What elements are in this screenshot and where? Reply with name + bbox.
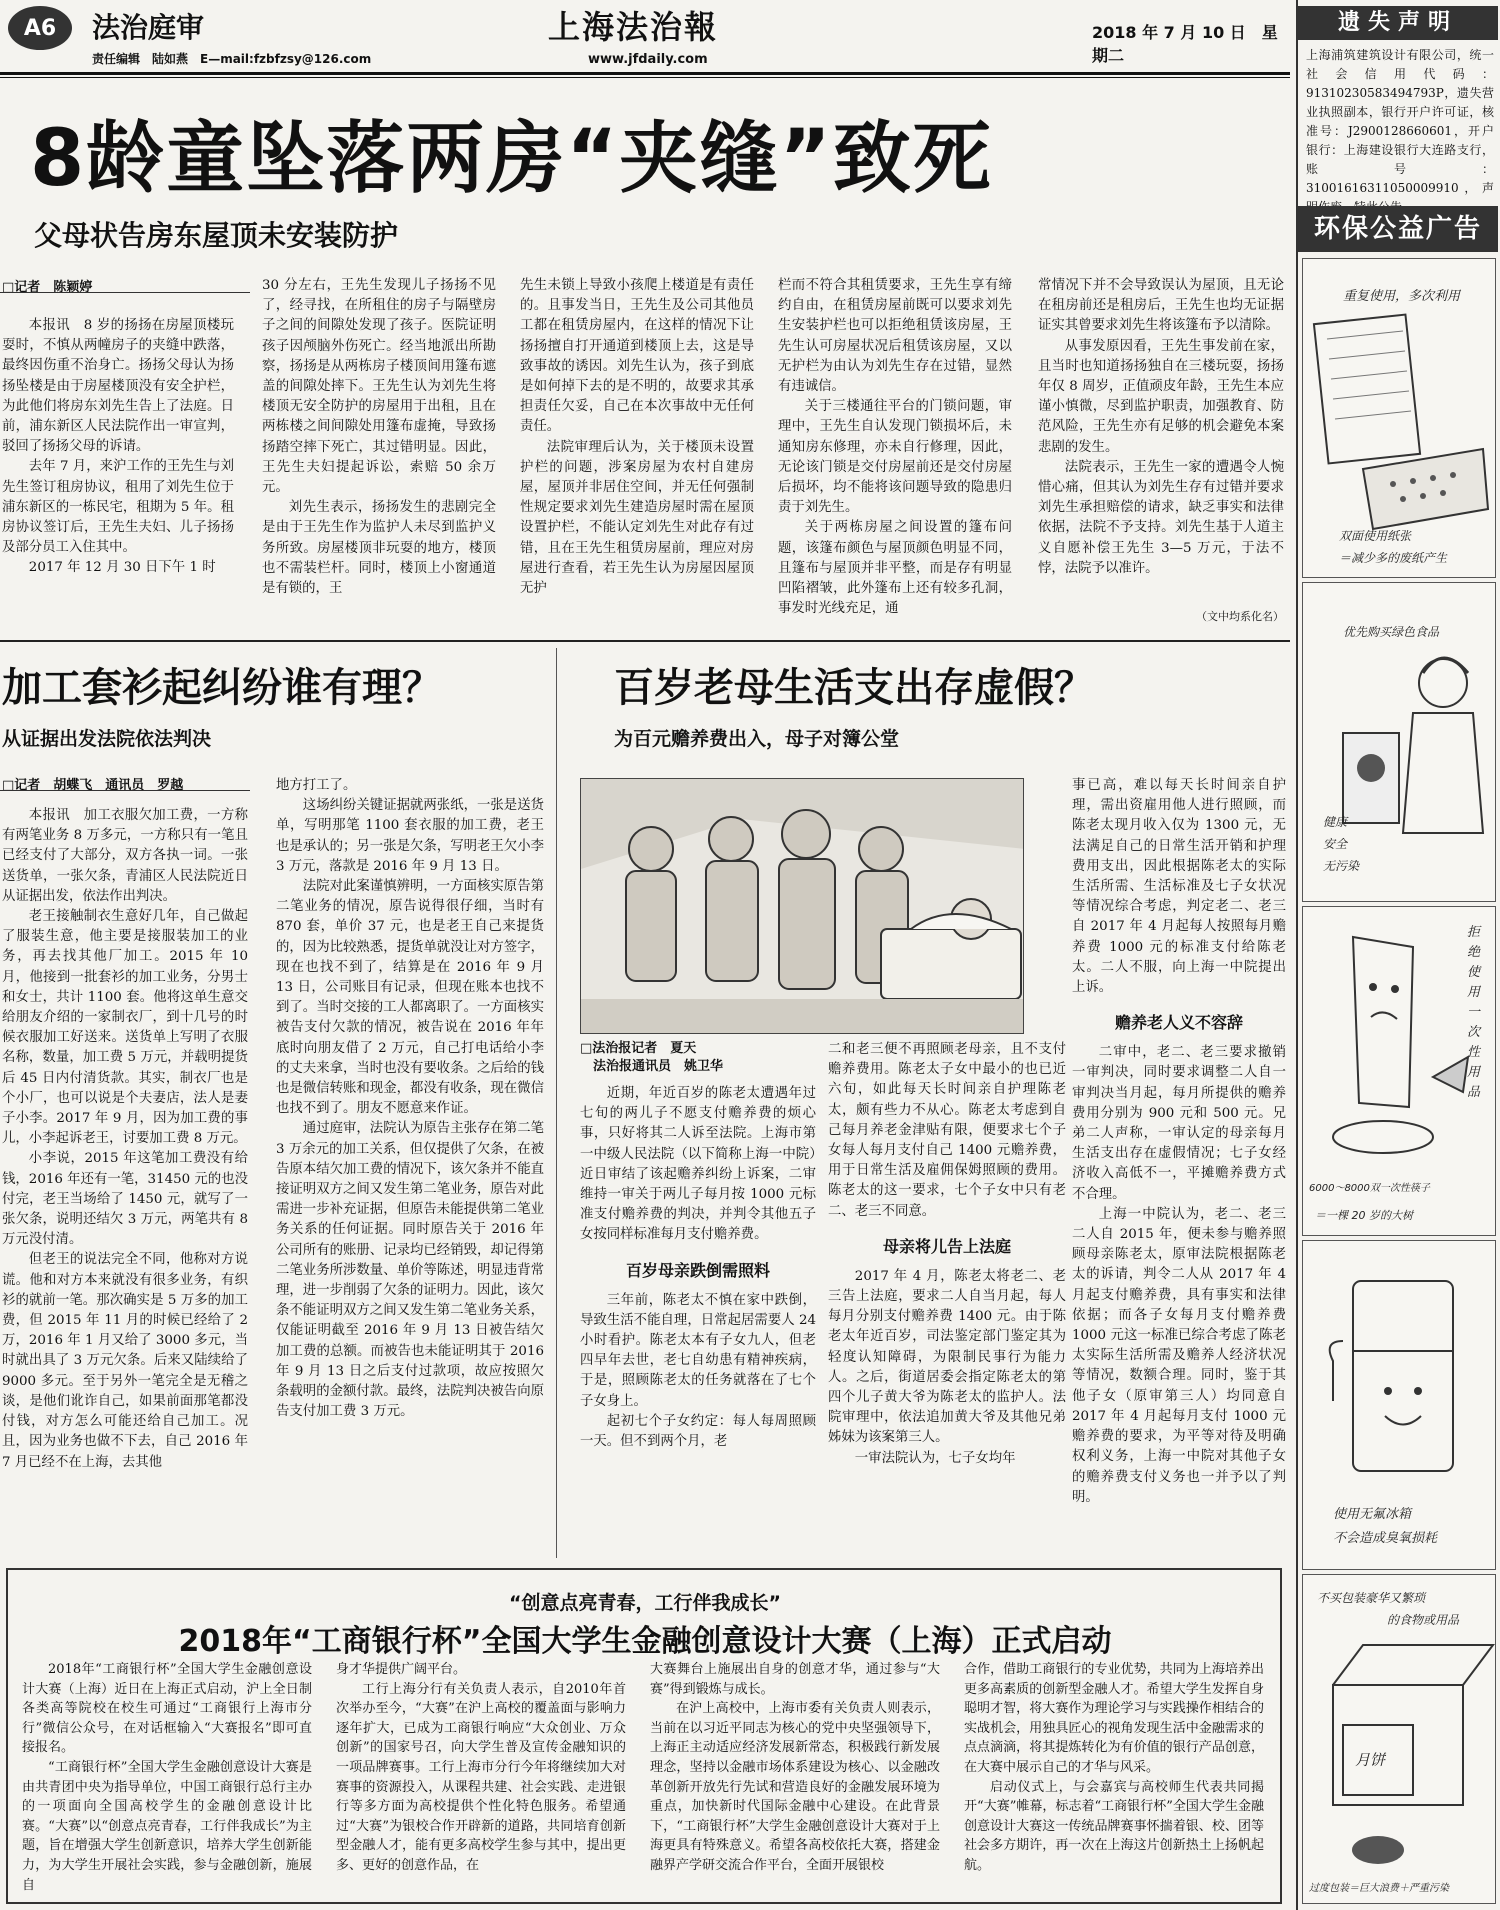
feature-headline: 2018年“工商银行杯”全国大学生金融创意设计大赛（上海）正式启动 — [178, 1624, 1112, 1659]
paragraph: 起初七个子女约定：每人每周照顾一天。但不到两个月，老 — [580, 1413, 816, 1450]
paragraph: 大赛舞台上施展出自身的创意才华，通过参与“大赛”得到锻炼与成长。 — [650, 1662, 940, 1697]
article1-note: （文中均系化名） — [1196, 610, 1284, 623]
article3-illustration — [580, 778, 1024, 1034]
issue-date: 2018 年 7 月 10 日 星期二 — [1092, 23, 1278, 65]
article1-col-5 — [1038, 276, 1284, 616]
paragraph: 法院对此案谨慎辨明，一方面核实原告第二笔业务的情况，原告说得很仔细，当时有 870 套，单价 37 元，也是老王自己来提货的，因为比较熟悉，提货单就没让对方签字，现在也找不到了，结算是在 2016 年 9 月 13 日，公司账目有记录，但现在账本也找不到了。当时交接的工人都离职了。一方面核实被告支付欠款的情况，被告说在 2016 年年底时向朋友借了 2 万元，自己打电话给小李的丈夫来拿，当时也没有要收条。之后给的钱也是微信转账和现金，都没有收条，现在微信也找不到了。朋友不愿意来作证。 — [276, 879, 544, 1117]
paragraph: 法院表示，王先生一家的遭遇令人惋惜心痛，但其认为刘先生存有过错并要求刘先生承担赔偿的请求，缺乏事实和法律依据，法院不予支持。刘先生基于人道主义自愿补偿王先生 3—5 万元，于法不悖，法院予以准许。 — [1038, 459, 1284, 576]
shopper-drawing-icon — [1303, 583, 1496, 902]
ad-text: 品 — [1467, 1085, 1481, 1100]
ad-text: 不买包装豪华又繁琐 — [1317, 1591, 1426, 1605]
paragraph: 二审中，老二、老三要求撤销一审判决，同时要求调整二人自一审判决当月起，每月所提供的赡养费用分别为 900 元和 500 元。兄弟二人声称，一审认定的母亲每月生活支出存在虚假情况；七子女经济收入高低不一，平摊赡养费方式不合理。 — [1072, 1045, 1286, 1202]
article3-subheadline: 为百元赡养费出入，母子对簿公堂 — [614, 728, 900, 750]
article2-col-2 — [276, 776, 544, 1552]
article1-col-3 — [520, 276, 754, 636]
paragraph: 近期，年近百岁的陈老太遭遇年过七旬的两儿子不愿支付赡养费的烦心事，只好将其二人诉至法院。上海市第一中级人民法院（以下简称上海一中院）近日审结了该起赡养纠纷上诉案，二审维持一审关于两儿子每月按 1000 元标准支付赡养费的判决，并判令其他五子女按同样标准每月支付赡养费。 — [580, 1086, 816, 1243]
feature-kicker: “创意点亮青春，工行伴我成长” — [509, 1592, 781, 1614]
ad-text: 的食物或用品 — [1387, 1613, 1460, 1627]
paragraph: 法院审理后认为，关于楼顶未设置护栏的问题，涉案房屋为农村自建房屋，屋顶并非居住空间，并无任何强制性规定要求刘先生建造房屋时需在屋顶设置护栏，不能认定刘先生对此存有过错，且在王先生租赁房屋前，理应对房屋进行查看，若王先生认为房屋因屋顶无护 — [520, 439, 754, 597]
paragraph: 通过庭审，法院认为原告主张存在第二笔 3 万余元的加工关系，但仅提供了欠条，在被告原本结欠加工费的情况下，该欠条并不能直接证明双方之间又发生第二笔业务，原告对此需进一步补充证据，但原告未能提供第二笔业务关系的任何证据。同时原告关于 2016 年公司所有的账册、记录均已经销毁，却记得第二笔业务所涉数量、单价等陈述，明显违背常理，进一步削弱了欠条的证明力。因此，该欠条不能证明双方之间又发生第二笔业务关系，仅能证明截至 2016 年 9 月 13 日被告结欠加工费的总额。而被告也未能证明其于 2016 年 9 月 13 日之后支付过款项，故应按照欠条载明的金额付款。最终，法院判决被告向原告支付加工费 3 万元。 — [276, 1121, 544, 1420]
article1-col-1 — [2, 316, 234, 636]
ad-text: 次 — [1467, 1025, 1481, 1040]
paragraph: 身才华提供广阔平台。 — [336, 1662, 467, 1677]
ads-title: 环保公益广告 — [1298, 206, 1498, 252]
gift-box-drawing-icon — [1303, 1575, 1496, 1904]
feature-col-4 — [964, 1660, 1264, 1900]
website: www.jfdaily.com — [588, 52, 708, 67]
article3-byline: □法治报记者 夏天 法治报通讯员 姚卫华 — [580, 1041, 724, 1074]
paragraph: 本报讯 加工衣服欠加工费，一方称有两笔业务 8 万多元，一方称只有一笔且已经支付了大部分，双方各执一词。一张送货单，一张欠条，青浦区人民法院近日从证据出发，依法作出判决。 — [2, 808, 248, 904]
paragraph: 先生未锁上导致小孩爬上楼道是有责任的。且事发当日，王先生及公司其他员工都在租赁房屋内，在这样的情况下让扬扬擅自打开通道到楼顶上去，这是导致事故的诱因。刘先生认为，孩子到底是如何掉下去的是不明的，故要求其承担责任欠妥，自己在本次事故中无任何责任。 — [520, 278, 754, 435]
paragraph: 工行上海分行有关负责人表示，自2010年首次举办至今，“大赛”在沪上高校的覆盖面与影响力逐年扩大，已成为工商银行响应“大众创业、万众创新”的国家号召，向大学生普及宣传金融知识的一项品牌赛事。工行上海市分行今年将继续加大对赛事的资源投入，从课程共建、社会实践、走进银行等多方面为高校提供个性化特色服务。希望通过“大赛”为银校合作开辟新的道路，共同培育创新型金融人才，能有更多高校学生参与其中，提出更多、更好的创意作品，在 — [336, 1681, 626, 1873]
feature-col-1 — [22, 1660, 312, 1900]
notice-text: 上海浦筑建筑设计有限公司，统一社会信用代码：91310230583494793P，遗失营业执照副本，银行开户许可证，核准号：J2900128660601，开户银行：上海建设银行大连路支行，账号：31001616311050009910，声 — [1306, 48, 1494, 195]
ad-text: 绝 — [1467, 945, 1481, 960]
rule — [0, 790, 250, 791]
section-rule — [0, 640, 1290, 642]
header-rule — [0, 72, 1290, 75]
paragraph: 三年前，陈老太不慎在家中跌倒，导致生活不能自理，日常起居需要人 24 小时看护。陈老太本有子女九人，但老四早年去世，老七自幼患有精神疾病，于是，照顾陈老太的任务就落在了七个子女身上。 — [580, 1292, 816, 1409]
paragraph: 小李说，2015 年这笔加工费没有给钱，2016 年还有一笔，31450 元的也没付完，老王当场给了 1450 元，就写了一张欠条，说明还结欠 3 万元，两笔共有 8 万元没付清。 — [2, 1151, 248, 1248]
paragraph: 地方打工了。 — [276, 778, 357, 793]
feature-col-2 — [336, 1660, 626, 1900]
paragraph: 老王接触制衣生意好几年，自己做起了服装生意，他主要是接服装加工的业务，再去找其他厂加工。2015 年 10 月，他接到一批套衫的加工业务，分男士和女士，共计 1100 套。他将这单生意交给朋友介绍的一家制衣厂，到十几号的时候衣服加工好送来。送货单上写明了衣服名称，数量，加工费 5 万元，并载明提货后 45 日内付清货款。其实，制衣厂也是个小厂，也可以说是个夫妻店，法人是妻子小李。2017 年 9 月，因为加工费的事儿，小李起诉老王，讨要加工费 8 万元。 — [2, 909, 248, 1147]
article3-col-3 — [1072, 776, 1286, 1552]
paragraph: 事已高，难以每天长时间亲自护理，需出资雇用他人进行照顾，而陈老太现月收入仅为 1300 元，无法满足自己的日常生活开销和护理费用支出，因此根据陈老太的实际生活所需、生活标准及七子女状况等情况综合考虑，判定老二、老三自 2017 年 4 月起每人按照每月赡养费 1000 元的标准支付给陈老太。二人不服，向上海一中院提出上诉。 — [1072, 778, 1286, 996]
paragraph: 2018年“工商银行杯”全国大学生金融创意设计大赛（上海）近日在上海正式启动，沪上全日制各类高等院校在校生可通过“工商银行上海市分行”微信公众号，在对话框输入“大赛报名”即可直接报名。 — [22, 1662, 312, 1756]
ad-text: 重复使用，多次利用 — [1343, 289, 1461, 304]
rule — [0, 292, 250, 293]
ad-text: 使 — [1467, 965, 1481, 980]
ad-text: 用 — [1467, 1065, 1481, 1080]
paragraph: 关于两栋房屋之间设置的篷布问题，该篷布颜色与屋顶颜色明显不同，且篷布与屋顶并非平整，而是存有明显凹陷褶皱，此外篷布上还有较多孔洞，事发时光线充足，通 — [778, 520, 1012, 617]
paragraph: 这场纠纷关键证据就两张纸，一张是送货单，写明那笔 1100 套衣服的加工费，老王也是承认的；另一张是欠条，写明老王欠小李 3 万元，落款是 2016 年 9 月 13 日。 — [276, 798, 544, 874]
paragraph: 在沪上高校中，上海市委有关负责人则表示，当前在以习近平同志为核心的党中央坚强领导下，上海正主动适应经济发展新常态，积极践行新发展理念，坚持以金融市场体系建设为核心、以金融改革创新开放先行先试和营造良好的金融发展环境为重点，加快新时代国际金融中心建设。在此背景下，“工商银行杯”大学生金融创意设计大赛对于上海更具有特殊意义。希望各高校依托大赛，搭建金融界产学研交流合作平台，全面开展银校 — [650, 1701, 940, 1873]
article3-headline: 百岁老母生活支出存虚假？ — [614, 665, 1094, 711]
ad-text: 性 — [1467, 1045, 1481, 1060]
ad-text: ＝一棵 20 岁的大树 — [1315, 1209, 1413, 1222]
article3-col-1 — [580, 1084, 816, 1552]
article2-byline: □记者 胡蝶飞 通讯员 罗越 — [2, 778, 184, 793]
article2-subheadline: 从证据出发法院依法判决 — [2, 728, 212, 750]
article2-col-1 — [2, 806, 248, 1552]
section-title: 法治庭审 — [92, 11, 205, 44]
ad-text: 无污染 — [1323, 859, 1360, 873]
article1-byline: □记者 陈颖婷 — [2, 280, 93, 295]
paragraph: 一审法院认为，七子女均年 — [854, 1450, 1016, 1466]
notice-title: 遗失声明 — [1298, 6, 1498, 40]
ad-text: 双面使用纸张 — [1339, 529, 1412, 543]
ad-panel-packaging — [1302, 1574, 1496, 1904]
editor-line: 责任编辑 陆如燕 E—mail:fzbfzsy@126.com — [92, 52, 372, 66]
article-subhead: 母亲将儿告上法庭 — [882, 1236, 1011, 1256]
ad-text: 拒 — [1467, 925, 1481, 940]
feature-col-3 — [650, 1660, 940, 1900]
article-subhead: 百岁母亲跌倒需照料 — [625, 1260, 770, 1280]
paragraph: 常情况下并不会导致误认为屋顶，且无论在租房前还是租房后，王先生也均无证据证实其曾要求刘先生将该篷布予以清除。 — [1038, 278, 1284, 334]
paragraph: 二和老三便不再照顾老母亲，且不支付赡养费用。陈老太子女中最小的也已近六旬，如此每天长时间亲自护理陈老太，颇有些力不从心。陈老太考虑到自己每月养老金津贴有限，便要求七个子女每人每月支付自己 1400 元赡养费，用于日常生活及雇佣保姆照顾的费用。陈老太的这一要求，七个子女中只有老二、老三不同意。 — [828, 1042, 1066, 1219]
article-subhead: 赡养老人义不容辞 — [1114, 1013, 1243, 1033]
ad-panel-reuse — [1302, 258, 1496, 578]
article1-headline: 8龄童坠落两房“夹缝”致死 — [30, 114, 993, 204]
ad-text: 6000～8000双一次性筷子 — [1309, 1183, 1430, 1194]
paragraph: 上海一中院认为，老二、老三二人自 2015 年，便未参与赡养照顾母亲陈老太，原审法院根据陈老太的诉请，判令二人从 2017 年 4 月起支付赡养费，具有事实和法律依据；而各子女每月支付赡养费 1000 元这一标准已综合考虑了陈老太实际生活所需及赡养人经济状况等情况，数额合理。同时，鉴于其他子女（原审第三人）均同意自 2017 年 4 月起每月支付 1000 元赡养费的要求，为平等对待及明确权利义务，上海一中院对其他子女的赡养费支付义务也一并予以了判明。 — [1072, 1206, 1286, 1505]
paragraph: 合作，借助工商银行的专业优势，共同为上海培养出更多高素质的创新型金融人才。希望大学生发挥自身聪明才智，将大赛作为理论学习与实践操作相结合的实战机会，用独具匠心的视角发现生活中金融需求的点点滴滴，将其提炼转化为有价值的银行产品创意，在大赛中展示自己的才华与风采。 — [964, 1662, 1264, 1775]
article2-headline: 加工套衫起纠纷谁有理？ — [2, 665, 442, 711]
page-badge: A6 — [8, 6, 72, 50]
ad-text: 使用无氟冰箱 — [1333, 1507, 1412, 1522]
paragraph: 栏而不符合其租赁要求，王先生享有缔约自由，在租赁房屋前既可以要求刘先生安装护栏也可以拒绝租赁该房屋，王先生认可房屋状况后租赁该房屋，又以无护栏为由认为刘先生存在过错，显然有违诚信。 — [778, 278, 1012, 395]
article1-col-4 — [778, 276, 1012, 636]
article3-col-2 — [828, 1040, 1066, 1552]
ad-panel-disposable — [1302, 906, 1496, 1236]
ad-panel-green-food — [1302, 582, 1496, 902]
family-cartoon-image — [581, 779, 1024, 1034]
paragraph: 从事发原因看，王先生事发前在家，且当时也知道扬扬独自在三楼玩耍，扬扬年仅 8 周岁，正值顽皮年龄，王先生本应谨小慎微，尽到监护职责，加强教育、防范风险，王先生亦有足够的机会避免本案悲剧的发生。 — [1038, 338, 1284, 455]
ad-text: 用 — [1467, 985, 1481, 1000]
paragraph: 启动仪式上，与会嘉宾与高校师生代表共同揭开“大赛”帷幕，标志着“工商银行杯”全国大学生金融创意设计大赛这一传统品牌赛事怀揣着银、校、团等社会多方期许，再一次在上海这片创新热土上扬帆起航。 — [964, 1779, 1264, 1873]
header-rule-thin — [0, 77, 1290, 78]
paragraph: 但老王的说法完全不同，他称对方说谎。他和对方本来就没有很多业务，有织衫的就前一笔。那次确实是 5 万多的加工费，但 2015 年 11 月的时候已经给了 2 万，2016 年 1 月又给了 3000 多元，当时就出具了 3 万元欠条。后来又陆续给了 9000 多元。至于另外一笔完全是无稽之谈，是他们讹诈自己，如果前面那笔都没付钱，对方怎么可能还给自己加工。况且，因为业务也做不下去，自己 2016 年 7 月已经不在上海，去其他 — [2, 1252, 248, 1470]
article1-col-2 — [262, 276, 496, 636]
paragraph: 关于三楼通往平台的门锁问题，审理中，王先生自认发现门锁损坏后，未通知房东修理，亦未自行修理，因此，无论该门锁是交付房屋前还是交付房屋后损坏，均不能将该问题导致的隐患归责于刘先生。 — [778, 399, 1012, 516]
newspaper-logo: 上海法治報 — [548, 8, 719, 46]
paragraph: 本报讯 8 岁的扬扬在房屋顶楼玩耍时，不慎从两幢房子的夹缝中跌落，最终因伤重不治身亡。扬扬父母认为扬扬坠楼是由于房屋楼顶没有安全护栏，为此他们将房东刘先生告上了法庭。日前，浦东新区人民法院作出一审宣判，驳回了扬扬父母的诉请。 — [2, 318, 234, 455]
ad-text: 安全 — [1323, 837, 1348, 851]
ad-text: ＝减少多的废纸产生 — [1339, 551, 1448, 565]
article1-subheadline: 父母状告房东屋顶未安装防护 — [34, 219, 399, 252]
paragraph: 2017 年 4 月，陈老太将老二、老三告上法庭，要求二人自当月起，每人每月分别支付赡养费 1400 元。由于陈老太年近百岁，司法鉴定部门鉴定其为轻度认知障碍，为限制民事行为能力人。之后，街道居委会指定陈老太的第四个儿子黄大爷为陈老太的监护人。法院审理中，依法追加黄大爷及其他兄弟姊妹为该案第三人。 — [828, 1268, 1066, 1446]
paragraph: 去年 7 月，来沪工作的王先生与刘先生签订租房协议，租用了刘先生位于浦东新区的一栋民宅，租期为 5 年。租房协议签订后，王先生夫妇、儿子扬扬及部分员工入住其中。 — [2, 459, 234, 556]
ad-text: 过度包装＝巨大浪费＋严重污染 — [1309, 1883, 1449, 1894]
paragraph: “工商银行杯”全国大学生金融创意设计大赛是由共青团中央为指导单位，中国工商银行总行主办的一项面向全国高校学生的金融创意设计比赛。“大赛”以“创意点亮青春，工行伴我成长”为主题，旨在增强大学生创新意识，培养大学生创新能力，为大学生开展社会实践，参与金融创新，施展自 — [22, 1759, 312, 1893]
column-divider — [556, 648, 557, 1558]
ad-text: 一 — [1467, 1005, 1481, 1020]
paragraph: 2017 年 12 月 30 日下午 1 时 — [28, 560, 216, 576]
ad-text: 健康 — [1323, 815, 1348, 829]
paragraph: 30 分左右，王先生发现儿子扬扬不见了，经寻找，在所租住的房子与隔壁房子之间的间隙处发现了孩子。医院证明孩子因颅脑外伤死亡。经当地派出所勘察，扬扬是从两栋房子楼顶间用篷布遮盖的间隙处摔下。王先生认为刘先生将楼顶无安全防护的房屋用于出租，且在两栋楼之间间隙处用篷布虚掩，导致扬扬踏空摔下死亡，其过错明显。因此，王先生夫妇提起诉讼，索赔 50 余万元。 — [262, 278, 496, 496]
ad-text: 月饼 — [1355, 1751, 1386, 1769]
ad-panel-fridge — [1302, 1240, 1496, 1570]
paragraph: 刘先生表示，扬扬发生的悲剧完全是由于王先生作为监护人未尽到监护义务所致。房屋楼顶非玩耍的地方，楼顶也不需装栏杆。同时，楼顶上小窗通道是有锁的，王 — [262, 500, 496, 597]
ad-text: 不会造成臭氧损耗 — [1333, 1531, 1438, 1546]
ad-text: 优先购买绿色食品 — [1343, 625, 1440, 639]
